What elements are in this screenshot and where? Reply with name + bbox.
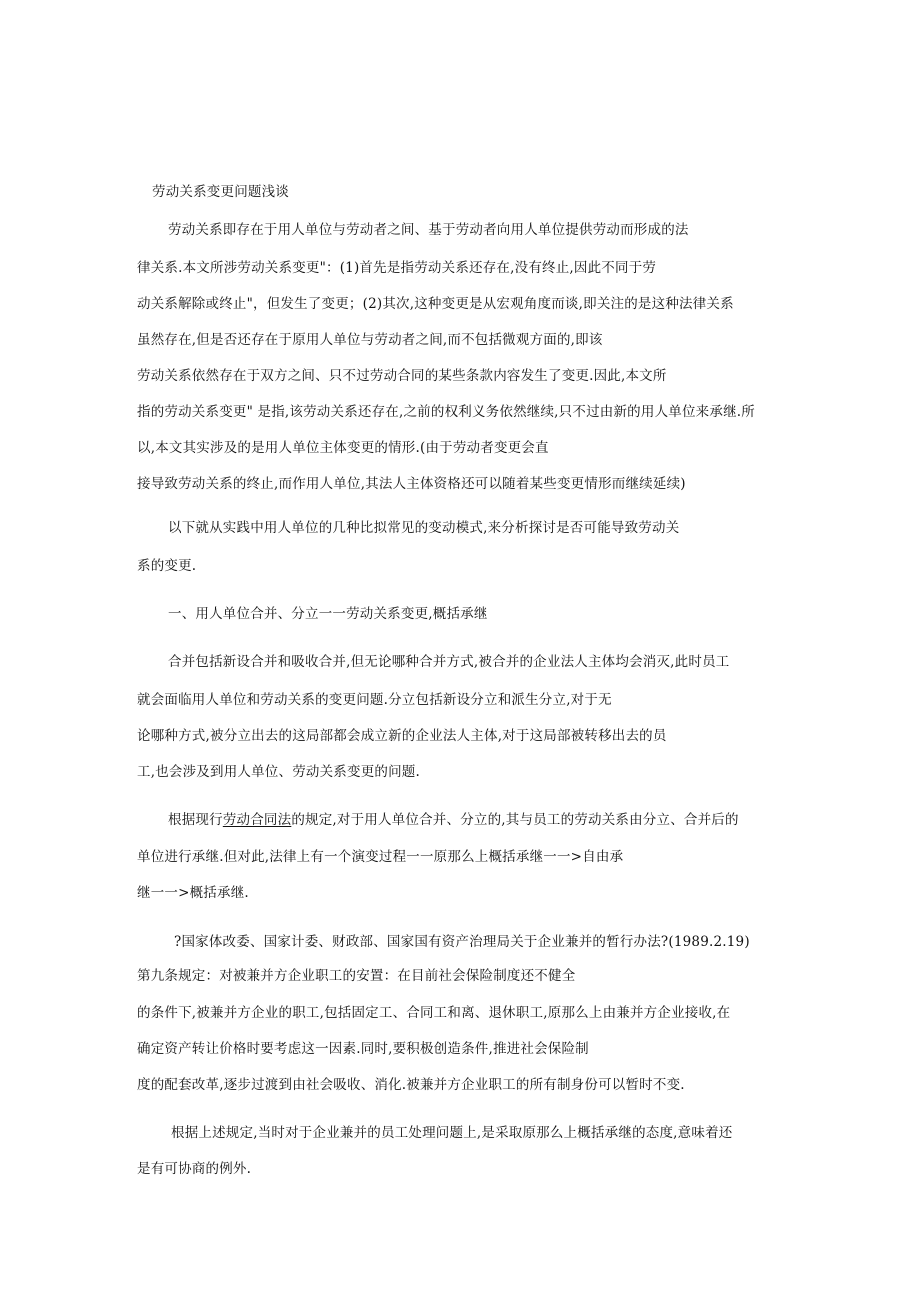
document-title: 劳动关系变更问题浅谈	[152, 184, 289, 200]
paragraph-line: 虽然存在,但是否还存在于原用人单位与劳动者之间,而不包括微观方面的,即该	[137, 332, 603, 348]
paragraph-line: 合并包括新设合并和吸收合并,但无论哪种合并方式,被合并的企业法人主体均会消灭,此时员工	[168, 654, 730, 670]
paragraph-line: 继一一>概括承继.	[137, 885, 249, 901]
paragraph-line: 指的劳动关系变更" 是指,该劳动关系还存在,之前的权利义务依然继续,只不过由新的用人单位来承继.所	[137, 404, 755, 420]
paragraph-line: 以下就从实践中用人单位的几种比拟常见的变动模式,来分析探讨是否可能导致劳动关	[168, 520, 680, 536]
paragraph-line: 工,也会涉及到用人单位、劳动关系变更的问题.	[137, 764, 420, 780]
paragraph-line: 的条件下,被兼并方企业的职工,包括固定工、合同工和离、退休职工,原那么上由兼并方企业接收,在	[137, 1005, 731, 1021]
paragraph-line: 动关系解除或终止"，但发生了变更；(2)其次,这种变更是从宏观角度而谈,即关注的是这种法律关系	[137, 296, 734, 312]
paragraph-line: ?国家体改委、国家计委、财政部、国家国有资产治理局关于企业兼并的暂行办法?(1989.2.19)	[174, 934, 750, 950]
paragraph-line: 就会面临用人单位和劳动关系的变更问题.分立包括新设分立和派生分立,对于无	[137, 692, 612, 708]
section-heading: 一、用人单位合并、分立一一劳动关系变更,概括承继	[168, 606, 488, 622]
paragraph-line: 确定资产转让价格时要考虑这一因素.同时,要积极创造条件,推进社会保险制	[137, 1041, 589, 1057]
paragraph-line: 劳动关系即存在于用人单位与劳动者之间、基于劳动者向用人单位提供劳动而形成的法	[168, 222, 689, 238]
paragraph-line: 度的配套改革,逐步过渡到由社会吸收、消化.被兼并方企业职工的所有制身份可以暂时不变.	[137, 1077, 685, 1093]
paragraph-line: 论哪种方式,被分立出去的这局部都会成立新的企业法人主体,对于这局部被转移出去的员	[137, 728, 667, 744]
paragraph-line: 劳动关系依然存在于双方之间、只不过劳动合同的某些条款内容发生了变更.因此,本文所	[137, 368, 667, 384]
paragraph-line	[168, 811, 739, 829]
paragraph-line: 以,本文其实涉及的是用人单位主体变更的情形.(由于劳动者变更会直	[137, 440, 549, 456]
paragraph-line: 接导致劳动关系的终止,而作用人单位,其法人主体资格还可以随着某些变更情形而继续延续)	[137, 476, 686, 492]
paragraph-line: 是有可协商的例外.	[137, 1161, 252, 1177]
paragraph-line: 单位进行承继.但对此,法律上有一个演变过程一一原那么上概括承继一一>自由承	[137, 849, 624, 865]
paragraph-text: 的规定,对于用人单位合并、分立的,其与员工的劳动关系由分立、合并后的	[291, 812, 739, 828]
paragraph-line: 律关系.本文所涉劳动关系变更"：(1)首先是指劳动关系还存在,没有终止,因此不同于劳	[137, 260, 657, 276]
labor-contract-law-link[interactable]: 劳动合同法	[222, 812, 292, 828]
paragraph-line: 根据上述规定,当时对于企业兼并的员工处理问题上,是采取原那么上概括承继的态度,意味着还	[171, 1125, 733, 1141]
paragraph-text: 根据现行	[168, 812, 223, 828]
paragraph-line: 系的变更.	[137, 558, 197, 574]
paragraph-line: 第九条规定：对被兼并方企业职工的安置：在目前社会保险制度还不健全	[137, 968, 576, 984]
